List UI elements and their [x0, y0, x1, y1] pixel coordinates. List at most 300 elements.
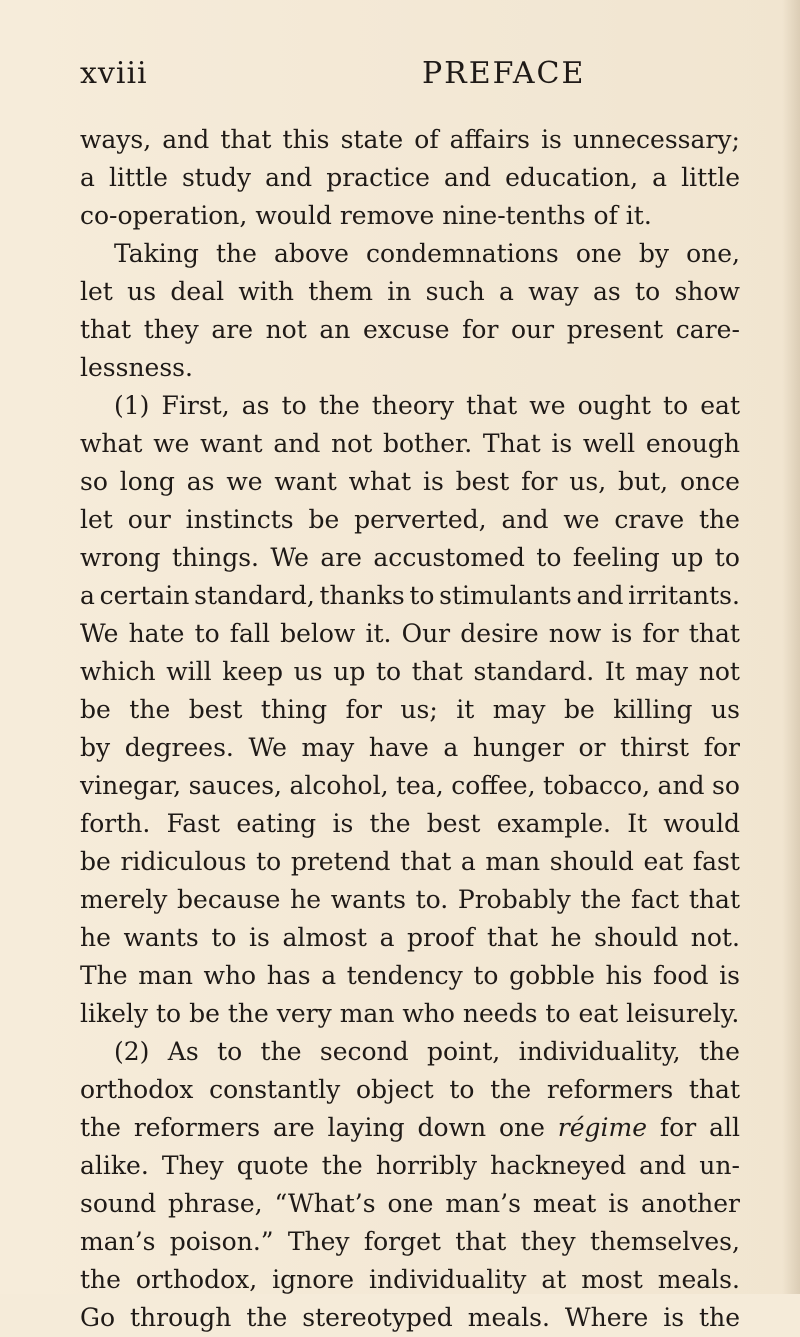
word: that	[400, 847, 452, 876]
word: us;	[400, 695, 438, 724]
word: the	[80, 1265, 121, 1294]
word: and	[444, 163, 492, 192]
word: alike.	[80, 1151, 149, 1180]
word: almost	[282, 923, 367, 952]
word: the	[698, 1037, 740, 1066]
word: to	[156, 999, 182, 1028]
word: up	[671, 543, 704, 572]
word: wants	[123, 923, 199, 952]
text-line	[80, 1261, 740, 1299]
word: man	[138, 961, 193, 990]
word: is	[663, 1303, 685, 1332]
word: above	[274, 239, 349, 268]
word: they	[143, 315, 199, 344]
word: because	[177, 885, 281, 914]
word: little	[108, 163, 168, 192]
word: what	[80, 429, 143, 458]
word: are	[211, 315, 253, 344]
word: will	[166, 657, 212, 686]
word: desire	[460, 619, 539, 648]
word: is	[422, 467, 444, 496]
word: Probably	[457, 885, 571, 914]
word: reformers	[546, 1075, 674, 1104]
word: to	[545, 999, 571, 1028]
word: to	[714, 543, 740, 572]
word: fast	[692, 847, 740, 876]
word: down	[417, 1113, 487, 1142]
text-line	[80, 387, 740, 425]
text-line	[80, 121, 740, 159]
page-header	[80, 56, 740, 96]
word: what	[348, 467, 412, 496]
word: and	[576, 581, 624, 610]
word: one,	[686, 239, 740, 268]
word: our	[127, 505, 171, 534]
text-line	[80, 159, 740, 197]
word: that	[220, 125, 272, 154]
word: as	[186, 467, 215, 496]
text-line	[80, 1147, 740, 1185]
word: to	[211, 923, 237, 952]
word: this	[282, 125, 330, 154]
word: to	[281, 391, 307, 420]
text-line	[80, 539, 740, 577]
word: one	[498, 1113, 545, 1142]
word: eat	[700, 391, 740, 420]
word: so	[712, 771, 740, 800]
word: eat	[643, 847, 684, 876]
word: a	[379, 923, 395, 952]
word: show	[674, 277, 740, 306]
word: the	[490, 1075, 532, 1104]
word: The	[80, 961, 128, 990]
word: we	[153, 429, 190, 458]
word: that	[80, 315, 132, 344]
word: for	[659, 1113, 697, 1142]
word: to	[473, 961, 499, 990]
word: crave	[614, 505, 685, 534]
word: man’s	[80, 1227, 156, 1256]
word: certain	[99, 581, 190, 610]
word: a	[652, 163, 668, 192]
word: he	[550, 923, 582, 952]
word: meals.	[657, 1265, 740, 1294]
word: We	[248, 733, 287, 762]
word: study	[181, 163, 252, 192]
word: practice	[326, 163, 430, 192]
word: It	[604, 657, 625, 686]
word: the	[699, 505, 740, 534]
word: thing	[260, 695, 328, 724]
word: thanks	[319, 581, 405, 610]
word: hackneyed	[490, 1151, 627, 1180]
word: perverted,	[354, 505, 487, 534]
word: of	[593, 201, 618, 230]
word: for	[345, 695, 382, 724]
word: tobacco,	[543, 771, 651, 800]
word: to	[409, 581, 435, 610]
word: one	[387, 1189, 434, 1218]
word: may	[301, 733, 355, 762]
word: as	[593, 277, 621, 306]
word: ridiculous	[120, 847, 247, 876]
word: for	[462, 315, 499, 344]
word: poison.”	[169, 1227, 274, 1256]
word: would	[255, 201, 332, 230]
word: Taking	[114, 239, 199, 268]
word: a	[460, 847, 476, 876]
word: we	[563, 505, 600, 534]
word: state	[340, 125, 404, 154]
word: his	[605, 961, 643, 990]
word: degrees.	[124, 733, 234, 762]
word: and	[657, 771, 705, 800]
word: not	[331, 429, 373, 458]
word: They	[287, 1227, 350, 1256]
word: that	[466, 391, 518, 420]
page-number: xviii	[80, 56, 148, 91]
text-line	[80, 995, 740, 1033]
word: man	[339, 999, 395, 1028]
word: First,	[161, 391, 230, 420]
word: hate	[128, 619, 185, 648]
word: to	[376, 657, 402, 686]
word: such	[425, 277, 485, 306]
word: gobble	[509, 961, 595, 990]
word: instincts	[185, 505, 294, 534]
word: they	[520, 1227, 576, 1256]
word: for	[642, 619, 679, 648]
text-line	[80, 273, 740, 311]
word: object	[356, 1075, 434, 1104]
word: régime	[557, 1113, 648, 1142]
word: We	[80, 619, 119, 648]
word: affairs	[449, 125, 530, 154]
word: are	[273, 1113, 315, 1142]
word: for	[703, 733, 740, 762]
word: have	[368, 733, 429, 762]
word: individuality,	[518, 1037, 681, 1066]
word: wrong	[80, 543, 161, 572]
word: Our	[401, 619, 451, 648]
text-line	[80, 235, 740, 273]
word: remove	[339, 201, 435, 230]
word: and	[265, 163, 313, 192]
word: so	[80, 467, 108, 496]
word: we	[226, 467, 263, 496]
word: long	[119, 467, 175, 496]
word: it.	[625, 201, 652, 230]
word: the	[227, 999, 269, 1028]
word: ways,	[80, 125, 152, 154]
word: excuse	[362, 315, 450, 344]
word: is	[611, 619, 633, 648]
word: wants	[330, 885, 406, 914]
word: through	[130, 1303, 232, 1332]
text-line	[80, 1299, 740, 1337]
word: a	[443, 733, 459, 762]
word: it	[456, 695, 475, 724]
word: irritants.	[628, 581, 740, 610]
word: themselves,	[589, 1227, 740, 1256]
word: not	[265, 315, 307, 344]
running-head: PREFACE	[422, 56, 586, 91]
word: (2)	[114, 1037, 150, 1066]
word: feeling	[572, 543, 660, 572]
word: one	[575, 239, 622, 268]
word: should	[594, 923, 679, 952]
text-line	[80, 1033, 740, 1071]
word: condemnations	[366, 239, 559, 268]
word: for	[521, 467, 558, 496]
text-line	[80, 1223, 740, 1261]
text-line	[80, 1109, 740, 1147]
word: food	[653, 961, 709, 990]
word: fall	[229, 619, 270, 648]
text-line	[80, 197, 740, 235]
word: the	[321, 1151, 363, 1180]
word: laying	[327, 1113, 405, 1142]
word: at	[541, 1265, 567, 1294]
word: a	[321, 961, 337, 990]
word: by	[638, 239, 669, 268]
word: Go	[80, 1303, 116, 1332]
word: not	[698, 657, 740, 686]
word: once	[679, 467, 740, 496]
word: a	[80, 163, 95, 192]
word: a	[499, 277, 514, 306]
word: all	[709, 1113, 740, 1142]
text-line	[80, 1185, 740, 1223]
text-line	[80, 577, 740, 615]
word: forget	[363, 1227, 441, 1256]
word: As	[167, 1037, 199, 1066]
word: who	[203, 961, 257, 990]
word: the	[318, 391, 360, 420]
word: us,	[569, 467, 607, 496]
word: it.	[365, 619, 392, 648]
word: the	[129, 695, 171, 724]
word: we	[529, 391, 566, 420]
text-line	[80, 615, 740, 653]
word: best	[426, 809, 481, 838]
word: by	[80, 733, 111, 762]
word: and	[162, 125, 210, 154]
word: to	[635, 277, 661, 306]
word: lessness.	[80, 353, 193, 382]
word: quote	[236, 1151, 309, 1180]
word: he	[80, 923, 111, 952]
word: as	[241, 391, 270, 420]
text-line	[80, 349, 740, 387]
word: or	[578, 733, 606, 762]
word: our	[511, 315, 555, 344]
word: little	[681, 163, 740, 192]
word: of	[414, 125, 439, 154]
word: tendency	[346, 961, 463, 990]
word: and	[501, 505, 549, 534]
word: meat	[532, 1189, 597, 1218]
word: that	[688, 619, 740, 648]
word: with	[238, 277, 294, 306]
word: should	[549, 847, 634, 876]
word: are	[320, 543, 362, 572]
text-line	[80, 653, 740, 691]
word: the	[246, 1303, 288, 1332]
word: the	[260, 1037, 302, 1066]
word: education,	[505, 163, 639, 192]
word: second	[319, 1037, 409, 1066]
word: orthodox	[80, 1075, 194, 1104]
word: which	[80, 657, 156, 686]
word: below	[280, 619, 356, 648]
page-edge-shadow	[782, 0, 800, 1294]
word: deal	[170, 277, 225, 306]
word: an	[319, 315, 351, 344]
word: tea,	[396, 771, 444, 800]
text-line	[80, 425, 740, 463]
word: things.	[171, 543, 259, 572]
word: care-	[675, 315, 740, 344]
word: up	[333, 657, 366, 686]
text-line	[80, 729, 740, 767]
word: to	[217, 1037, 243, 1066]
word: co-operation,	[80, 201, 248, 230]
word: to	[256, 847, 282, 876]
word: horribly	[375, 1151, 477, 1180]
word: standard.	[473, 657, 595, 686]
word: not.	[690, 923, 740, 952]
word: that	[688, 1075, 740, 1104]
word: killing	[613, 695, 693, 724]
word: man	[485, 847, 541, 876]
word: another	[641, 1189, 740, 1218]
word: is	[608, 1189, 630, 1218]
word: and	[639, 1151, 687, 1180]
word: that	[455, 1227, 507, 1256]
word: sauces,	[188, 771, 282, 800]
word: constantly	[209, 1075, 341, 1104]
word: let	[80, 277, 113, 306]
word: is	[541, 125, 562, 154]
word: want	[200, 429, 263, 458]
word: let	[80, 505, 113, 534]
word: but,	[618, 467, 669, 496]
word: thirst	[620, 733, 690, 762]
word: needs	[462, 999, 538, 1028]
word: may	[635, 657, 689, 686]
word: meals.	[467, 1303, 550, 1332]
word: hunger	[472, 733, 564, 762]
word: who	[402, 999, 455, 1028]
word: to	[536, 543, 562, 572]
word: would	[663, 809, 740, 838]
word: has	[266, 961, 311, 990]
text-line	[80, 805, 740, 843]
word: example.	[496, 809, 611, 838]
word: to	[194, 619, 220, 648]
word: eating	[236, 809, 317, 838]
word: Where	[564, 1303, 649, 1332]
word: be	[189, 999, 220, 1028]
word: They	[161, 1151, 224, 1180]
word: be	[80, 695, 111, 724]
word: unnecessary;	[572, 125, 740, 154]
word: orthodox,	[135, 1265, 258, 1294]
word: us	[127, 277, 157, 306]
text-line	[80, 501, 740, 539]
word: It	[627, 809, 648, 838]
word: individuality	[368, 1265, 527, 1294]
word: be	[563, 695, 595, 724]
word: the	[699, 1303, 740, 1332]
word: that	[688, 885, 740, 914]
word: man’s	[445, 1189, 521, 1218]
word: in	[387, 277, 412, 306]
word: be	[308, 505, 340, 534]
word: stimulants	[439, 581, 572, 610]
word: us	[293, 657, 323, 686]
word: That	[482, 429, 541, 458]
word: likely	[80, 999, 149, 1028]
word: theory	[371, 391, 454, 420]
word: accustomed	[373, 543, 525, 572]
word: vinegar,	[80, 771, 182, 800]
word: to	[449, 1075, 475, 1104]
word: he	[290, 885, 322, 914]
word: most	[581, 1265, 643, 1294]
text-line	[80, 691, 740, 729]
word: present	[566, 315, 664, 344]
text-line	[80, 767, 740, 805]
word: them	[308, 277, 373, 306]
word: stereotyped	[302, 1303, 453, 1332]
word: well	[582, 429, 636, 458]
word: a	[80, 581, 95, 610]
word: “What’s	[274, 1189, 376, 1218]
word: now	[548, 619, 602, 648]
word: fact	[631, 885, 680, 914]
word: may	[492, 695, 546, 724]
word: the	[580, 885, 622, 914]
word: the	[215, 239, 257, 268]
word: the	[80, 1113, 121, 1142]
word: pretend	[290, 847, 391, 876]
word: We	[270, 543, 309, 572]
word: eat	[578, 999, 619, 1028]
text-line	[80, 957, 740, 995]
word: keep	[222, 657, 284, 686]
word: leisurely.	[626, 999, 740, 1028]
word: standard,	[194, 581, 315, 610]
word: un-	[699, 1151, 740, 1180]
word: reformers	[133, 1113, 261, 1142]
word: and	[273, 429, 321, 458]
word: is	[719, 961, 740, 990]
word: ignore	[272, 1265, 355, 1294]
word: want	[274, 467, 337, 496]
word: to	[663, 391, 689, 420]
word: nine-tenths	[442, 201, 586, 230]
word: be	[80, 847, 111, 876]
word: is	[249, 923, 270, 952]
word: very	[276, 999, 332, 1028]
word: proof	[407, 923, 475, 952]
word: merely	[80, 885, 168, 914]
word: point,	[427, 1037, 501, 1066]
word: way	[528, 277, 579, 306]
word: coffee,	[451, 771, 536, 800]
